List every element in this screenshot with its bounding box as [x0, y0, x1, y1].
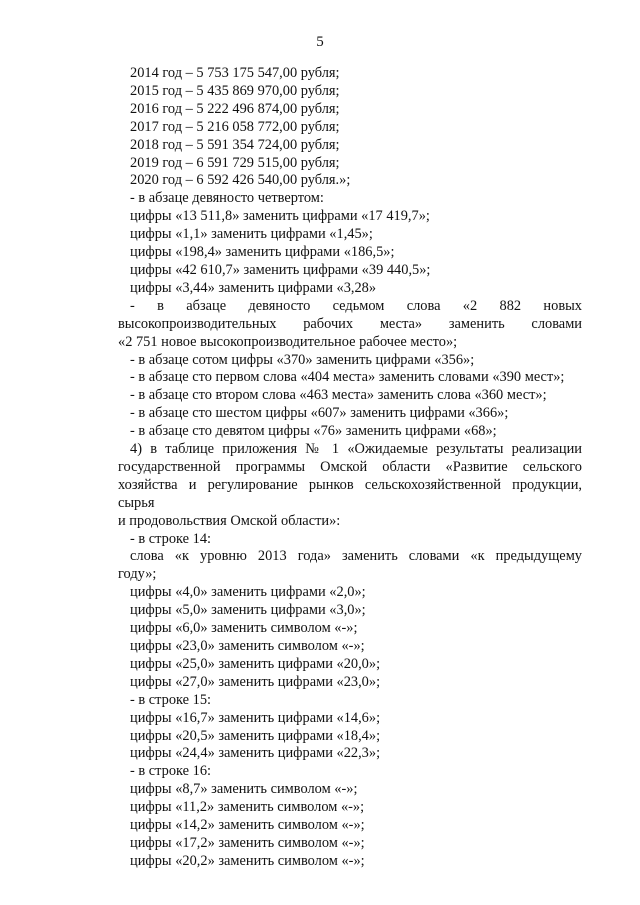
document-line: - в абзаце сто девятом цифры «76» заменить цифрами «68»;: [130, 423, 497, 440]
document-line: цифры «11,2» заменить символом «-»;: [130, 799, 365, 816]
document-line: 4) в таблице приложения № 1 «Ожидаемые результаты реализации: [130, 441, 582, 458]
document-line: 2015 год – 5 435 869 970,00 рубля;: [130, 82, 340, 99]
document-line: цифры «5,0» заменить цифрами «3,0»;: [130, 602, 366, 619]
document-line: цифры «4,0» заменить цифрами «2,0»;: [130, 584, 366, 601]
document-line: высокопроизводительных рабочих места» заменить словами: [118, 315, 582, 332]
document-body: [118, 65, 582, 871]
document-line: цифры «1,1» заменить цифрами «1,45»;: [130, 226, 373, 243]
document-line: 2020 год – 6 592 426 540,00 рубля.»;: [130, 172, 351, 189]
document-line: цифры «8,7» заменить символом «-»;: [130, 781, 358, 798]
document-line: цифры «17,2» заменить символом «-»;: [130, 834, 365, 851]
document-line: - в строке 15:: [130, 691, 212, 708]
document-line: цифры «42 610,7» заменить цифрами «39 440,5»;: [130, 261, 431, 278]
document-line: цифры «16,7» заменить цифрами «14,6»;: [130, 709, 381, 726]
document-line: слова «к уровню 2013 года» заменить словами «к предыдущему: [130, 548, 582, 565]
document-line: и продовольствия Омской области»:: [118, 512, 341, 529]
document-line: цифры «20,5» заменить цифрами «18,4»;: [130, 727, 381, 744]
document-line: цифры «14,2» заменить символом «-»;: [130, 817, 365, 834]
document-line: 2016 год – 5 222 496 874,00 рубля;: [130, 100, 340, 117]
document-line: государственной программы Омской области «Развитие сельского: [118, 458, 582, 475]
document-line: хозяйства и регулирование рынков сельскохозяйственной продукции, сырья: [118, 476, 582, 511]
page-number: 5: [316, 34, 324, 50]
document-line: - в абзаце девяносто четвертом:: [130, 190, 324, 207]
document-line: цифры «13 511,8» заменить цифрами «17 419,7»;: [130, 208, 430, 225]
document-line: 2014 год – 5 753 175 547,00 рубля;: [130, 65, 340, 81]
document-line: цифры «198,4» заменить цифрами «186,5»;: [130, 244, 395, 261]
document-line: цифры «24,4» заменить цифрами «22,3»;: [130, 745, 381, 762]
document-line: 2018 год – 5 591 354 724,00 рубля;: [130, 136, 340, 153]
document-line: - в абзаце сотом цифры «370» заменить цифрами «356»;: [130, 351, 475, 368]
document-line: «2 751 новое высокопроизводительное рабочее место»;: [118, 333, 458, 350]
document-line: цифры «20,2» заменить символом «-»;: [130, 852, 365, 869]
document-line: цифры «6,0» заменить символом «-»;: [130, 620, 358, 637]
document-line: - в абзаце сто шестом цифры «607» заменить цифрами «366»;: [130, 405, 509, 422]
document-line: - в абзаце сто втором слова «463 места» заменить слова «360 мест»;: [130, 387, 547, 404]
document-line: 2017 год – 5 216 058 772,00 рубля;: [130, 118, 340, 135]
document-line: - в строке 14:: [130, 530, 212, 547]
document-line: цифры «25,0» заменить цифрами «20,0»;: [130, 655, 381, 672]
document-line: цифры «23,0» заменить символом «-»;: [130, 638, 365, 654]
document-line: - в строке 16:: [130, 763, 212, 780]
document-line: - в абзаце сто первом слова «404 места» заменить словами «390 мест»;: [130, 369, 565, 386]
document-line: цифры «3,44» заменить цифрами «3,28»: [130, 279, 377, 296]
document-line: цифры «27,0» заменить цифрами «23,0»;: [130, 673, 381, 690]
document-line: году»;: [118, 566, 157, 583]
document-line: 2019 год – 6 591 729 515,00 рубля;: [130, 154, 340, 171]
document-line: - в абзаце девяносто седьмом слова «2 882 новых: [130, 297, 582, 314]
